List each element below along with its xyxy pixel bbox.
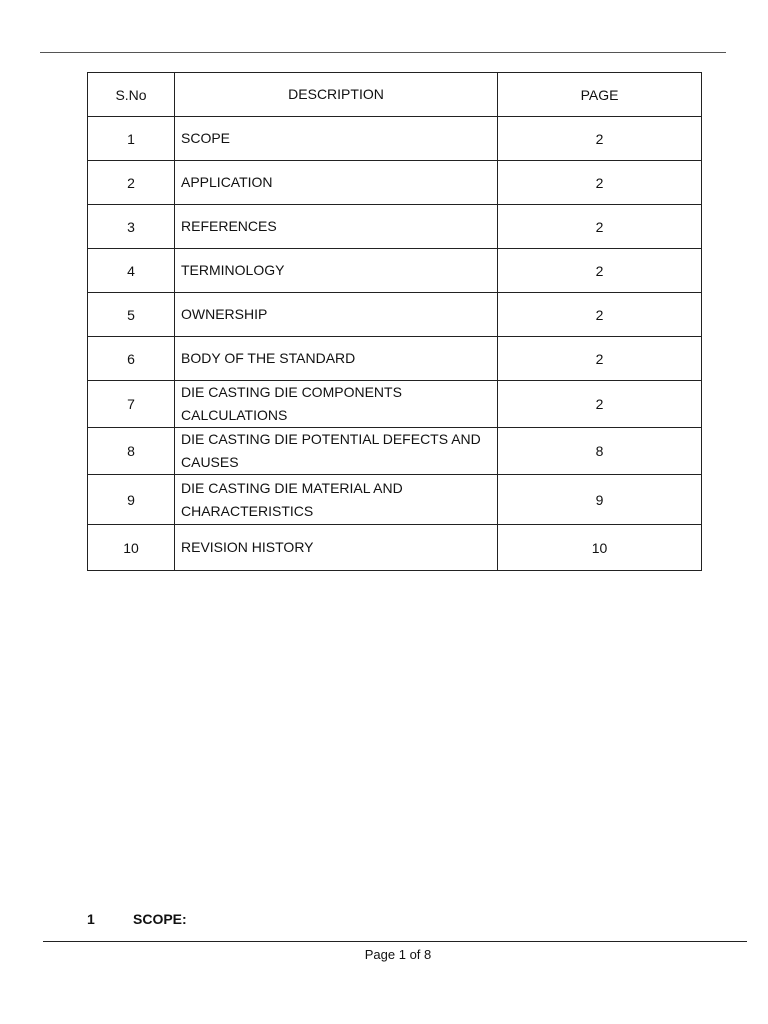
row-description: DIE CASTING DIE MATERIAL AND CHARACTERISTICS [175, 475, 498, 525]
row-sno: 8 [88, 428, 175, 475]
header-sno: S.No [88, 73, 175, 117]
table-row [88, 293, 702, 337]
header-description: DESCRIPTION [175, 73, 498, 117]
section-title: SCOPE: [133, 911, 187, 927]
row-description: DIE CASTING DIE POTENTIAL DEFECTS AND CAUSES [175, 428, 498, 475]
row-page: 9 [498, 475, 702, 525]
row-description: REVISION HISTORY [175, 525, 498, 571]
table-row [88, 428, 702, 475]
row-page: 10 [498, 525, 702, 571]
row-page: 2 [498, 205, 702, 249]
row-description: DIE CASTING DIE COMPONENTS CALCULATIONS [175, 381, 498, 428]
header-rule [40, 52, 726, 53]
row-page: 2 [498, 161, 702, 205]
row-page: 2 [498, 249, 702, 293]
row-page: 2 [498, 293, 702, 337]
row-description: OWNERSHIP [175, 293, 498, 337]
section-heading [87, 911, 187, 927]
row-sno: 4 [88, 249, 175, 293]
row-page: 2 [498, 337, 702, 381]
table-header-row [88, 73, 702, 117]
row-description: REFERENCES [175, 205, 498, 249]
row-sno: 10 [88, 525, 175, 571]
section-number: 1 [87, 911, 95, 927]
row-sno: 2 [88, 161, 175, 205]
row-description: TERMINOLOGY [175, 249, 498, 293]
table-row [88, 161, 702, 205]
table-row [88, 205, 702, 249]
footer-rule [43, 941, 747, 942]
row-sno: 6 [88, 337, 175, 381]
table-row [88, 117, 702, 161]
page-number: Page 1 of 8 [364, 947, 432, 962]
table-row [88, 249, 702, 293]
row-sno: 9 [88, 475, 175, 525]
row-page: 8 [498, 428, 702, 475]
row-sno: 1 [88, 117, 175, 161]
row-description: APPLICATION [175, 161, 498, 205]
row-sno: 5 [88, 293, 175, 337]
header-page: PAGE [498, 73, 702, 117]
row-description: BODY OF THE STANDARD [175, 337, 498, 381]
row-sno: 7 [88, 381, 175, 428]
table-row [88, 525, 702, 571]
row-description: SCOPE [175, 117, 498, 161]
table-row [88, 475, 702, 525]
table-row [88, 337, 702, 381]
row-page: 2 [498, 381, 702, 428]
table-of-contents [87, 72, 702, 571]
row-page: 2 [498, 117, 702, 161]
table-row [88, 381, 702, 428]
row-sno: 3 [88, 205, 175, 249]
